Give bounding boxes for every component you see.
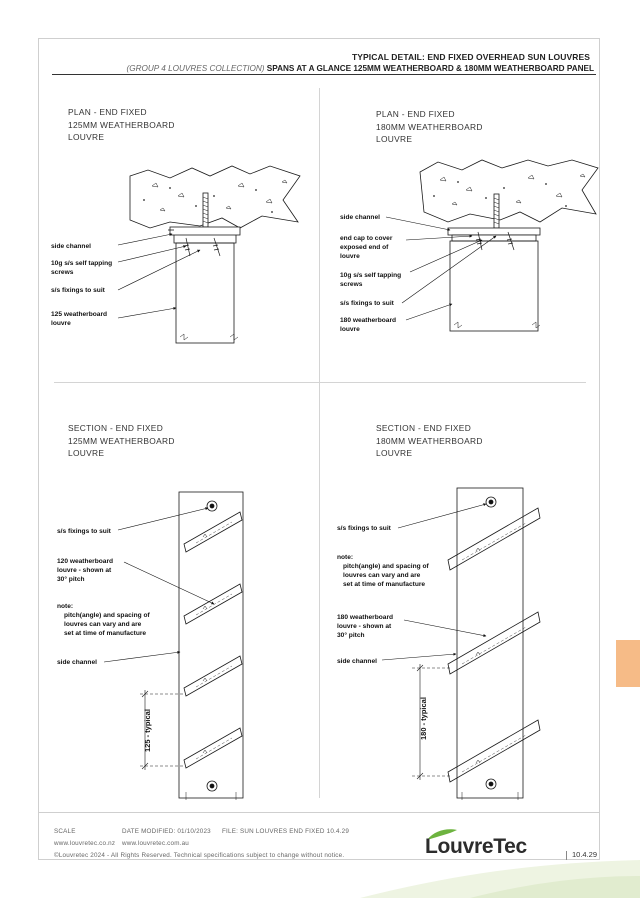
section-180-label-louvre-2: louvre - shown at <box>337 623 392 630</box>
plan-125-label-louvre-1: 125 weatherboard <box>51 311 108 318</box>
plan-180-label-endcap-1: end cap to cover <box>340 235 393 242</box>
section-180-label-fixings: s/s fixings to suit <box>337 525 391 532</box>
section-125-louvre-4 <box>184 728 242 768</box>
plan-125-drawing <box>130 166 300 343</box>
section-180-label-note-3: louvres can vary and are <box>343 572 421 579</box>
section-125-label-fixings: s/s fixings to suit <box>57 528 111 535</box>
section-180-title: SECTION - END FIXED 180MM WEATHERBOARD LOUVRE <box>376 423 483 459</box>
section-125-label-louvre-2: louvre - shown at <box>57 567 112 574</box>
section-180-drawing <box>412 488 540 800</box>
footer-scale: SCALE <box>54 828 76 835</box>
section-180-label-note-4: set at time of manufacture <box>343 581 426 588</box>
plan-180-side-channel <box>448 228 540 235</box>
plan-180-drawing <box>420 160 598 331</box>
section-tab-marker <box>616 640 640 687</box>
page-title: TYPICAL DETAIL: END FIXED OVERHEAD SUN LOUVRES <box>351 52 590 62</box>
louvretec-logo <box>415 830 555 860</box>
page-number: 10.4.29 <box>566 850 597 860</box>
section-125-dimension-label: 125 - typical <box>143 709 152 752</box>
section-125-louvre-3 <box>184 656 242 696</box>
section-180-louvre-2 <box>448 612 540 674</box>
section-180-fixing-top <box>486 497 496 507</box>
plan-180-louvre <box>450 241 538 331</box>
plan-180-label-endcap-2: exposed end of <box>340 244 389 251</box>
plan-125-louvre <box>176 243 234 343</box>
section-180-label-louvre-3: 30° pitch <box>337 632 365 639</box>
section-125-fixing-bottom <box>207 781 217 791</box>
section-180-dimension-label: 180 - typical <box>419 697 428 740</box>
section-125-louvre-2 <box>184 584 242 624</box>
section-180-label-side-channel: side channel <box>337 658 377 665</box>
section-125-fixing-top <box>207 501 217 511</box>
section-125-label-side-channel: side channel <box>57 659 97 666</box>
section-125-label-note-4: set at time of manufacture <box>64 630 147 637</box>
section-180-label-note-1: note: <box>337 554 354 561</box>
section-180-louvre-1 <box>448 508 540 570</box>
footer-web-nz[interactable]: www.louvretec.co.nz <box>54 840 116 847</box>
footer-file: FILE: SUN LOUVRES END FIXED 10.4.29 <box>222 828 350 835</box>
footer-rule <box>38 812 600 813</box>
section-180-fixing-bottom <box>486 779 496 789</box>
section-125-leaders <box>104 508 214 662</box>
plan-180-title: PLAN - END FIXED 180MM WEATHERBOARD LOUVRE <box>376 109 483 145</box>
plan-180-label-side-channel: side channel <box>340 214 380 221</box>
section-125-drawing <box>140 492 243 800</box>
logo-wordmark: LouvreTec <box>425 835 527 858</box>
section-180-side-channel <box>457 488 523 798</box>
plan-180-masonry <box>420 160 598 222</box>
section-125-label-note-2: pitch(angle) and spacing of <box>64 612 150 619</box>
section-125-label-louvre-3: 30° pitch <box>57 576 85 583</box>
plan-125-label-side-channel: side channel <box>51 243 91 250</box>
plan-125-side-channel <box>170 227 240 235</box>
footer-copyright: ©Louvretec 2024 - All Rights Reserved. Technical specifications subject to change without notice. <box>54 852 345 859</box>
plan-125-label-screws-1: 10g s/s self tapping <box>51 260 113 267</box>
plan-125-label-louvre-2: louvre <box>51 320 71 327</box>
plan-180-label-fixings: s/s fixings to suit <box>340 300 394 307</box>
section-125-label-louvre-1: 120 weatherboard <box>57 558 114 565</box>
plan-125-title: PLAN - END FIXED 125MM WEATHERBOARD LOUVRE <box>68 107 175 143</box>
plan-180-label-louvre-2: louvre <box>340 326 360 333</box>
subtitle-text: SPANS AT A GLANCE 125MM WEATHERBOARD & 180MM WEATHERBOARD PANEL <box>266 64 594 73</box>
section-180-label-note-2: pitch(angle) and spacing of <box>343 563 429 570</box>
section-125-louvre-1 <box>184 512 242 552</box>
plan-125-label-fixings: s/s fixings to suit <box>51 287 105 294</box>
plan-180-end-cap <box>452 235 536 241</box>
section-180-label-louvre-1: 180 weatherboard <box>337 614 394 621</box>
footer-date-modified: DATE MODIFIED: 01/10/2023 <box>122 828 211 835</box>
group-label: (GROUP 4 LOUVRES COLLECTION) <box>126 64 265 73</box>
section-125-title: SECTION - END FIXED 125MM WEATHERBOARD LOUVRE <box>68 423 175 459</box>
section-125-label-note-3: louvres can vary and are <box>64 621 142 628</box>
section-125-label-note-1: note: <box>57 603 74 610</box>
footer-web-au[interactable]: www.louvretec.com.au <box>122 840 189 847</box>
section-180-louvre-3 <box>448 720 540 782</box>
plan-125-label-screws-2: screws <box>51 269 74 276</box>
plan-180-label-louvre-1: 180 weatherboard <box>340 317 397 324</box>
section-180-dimension <box>412 664 452 780</box>
plan-180-label-endcap-3: louvre <box>340 253 360 260</box>
plan-180-label-screws-1: 10g s/s self tapping <box>340 272 402 279</box>
plan-180-label-screws-2: screws <box>340 281 363 288</box>
plan-125-masonry <box>130 166 300 228</box>
